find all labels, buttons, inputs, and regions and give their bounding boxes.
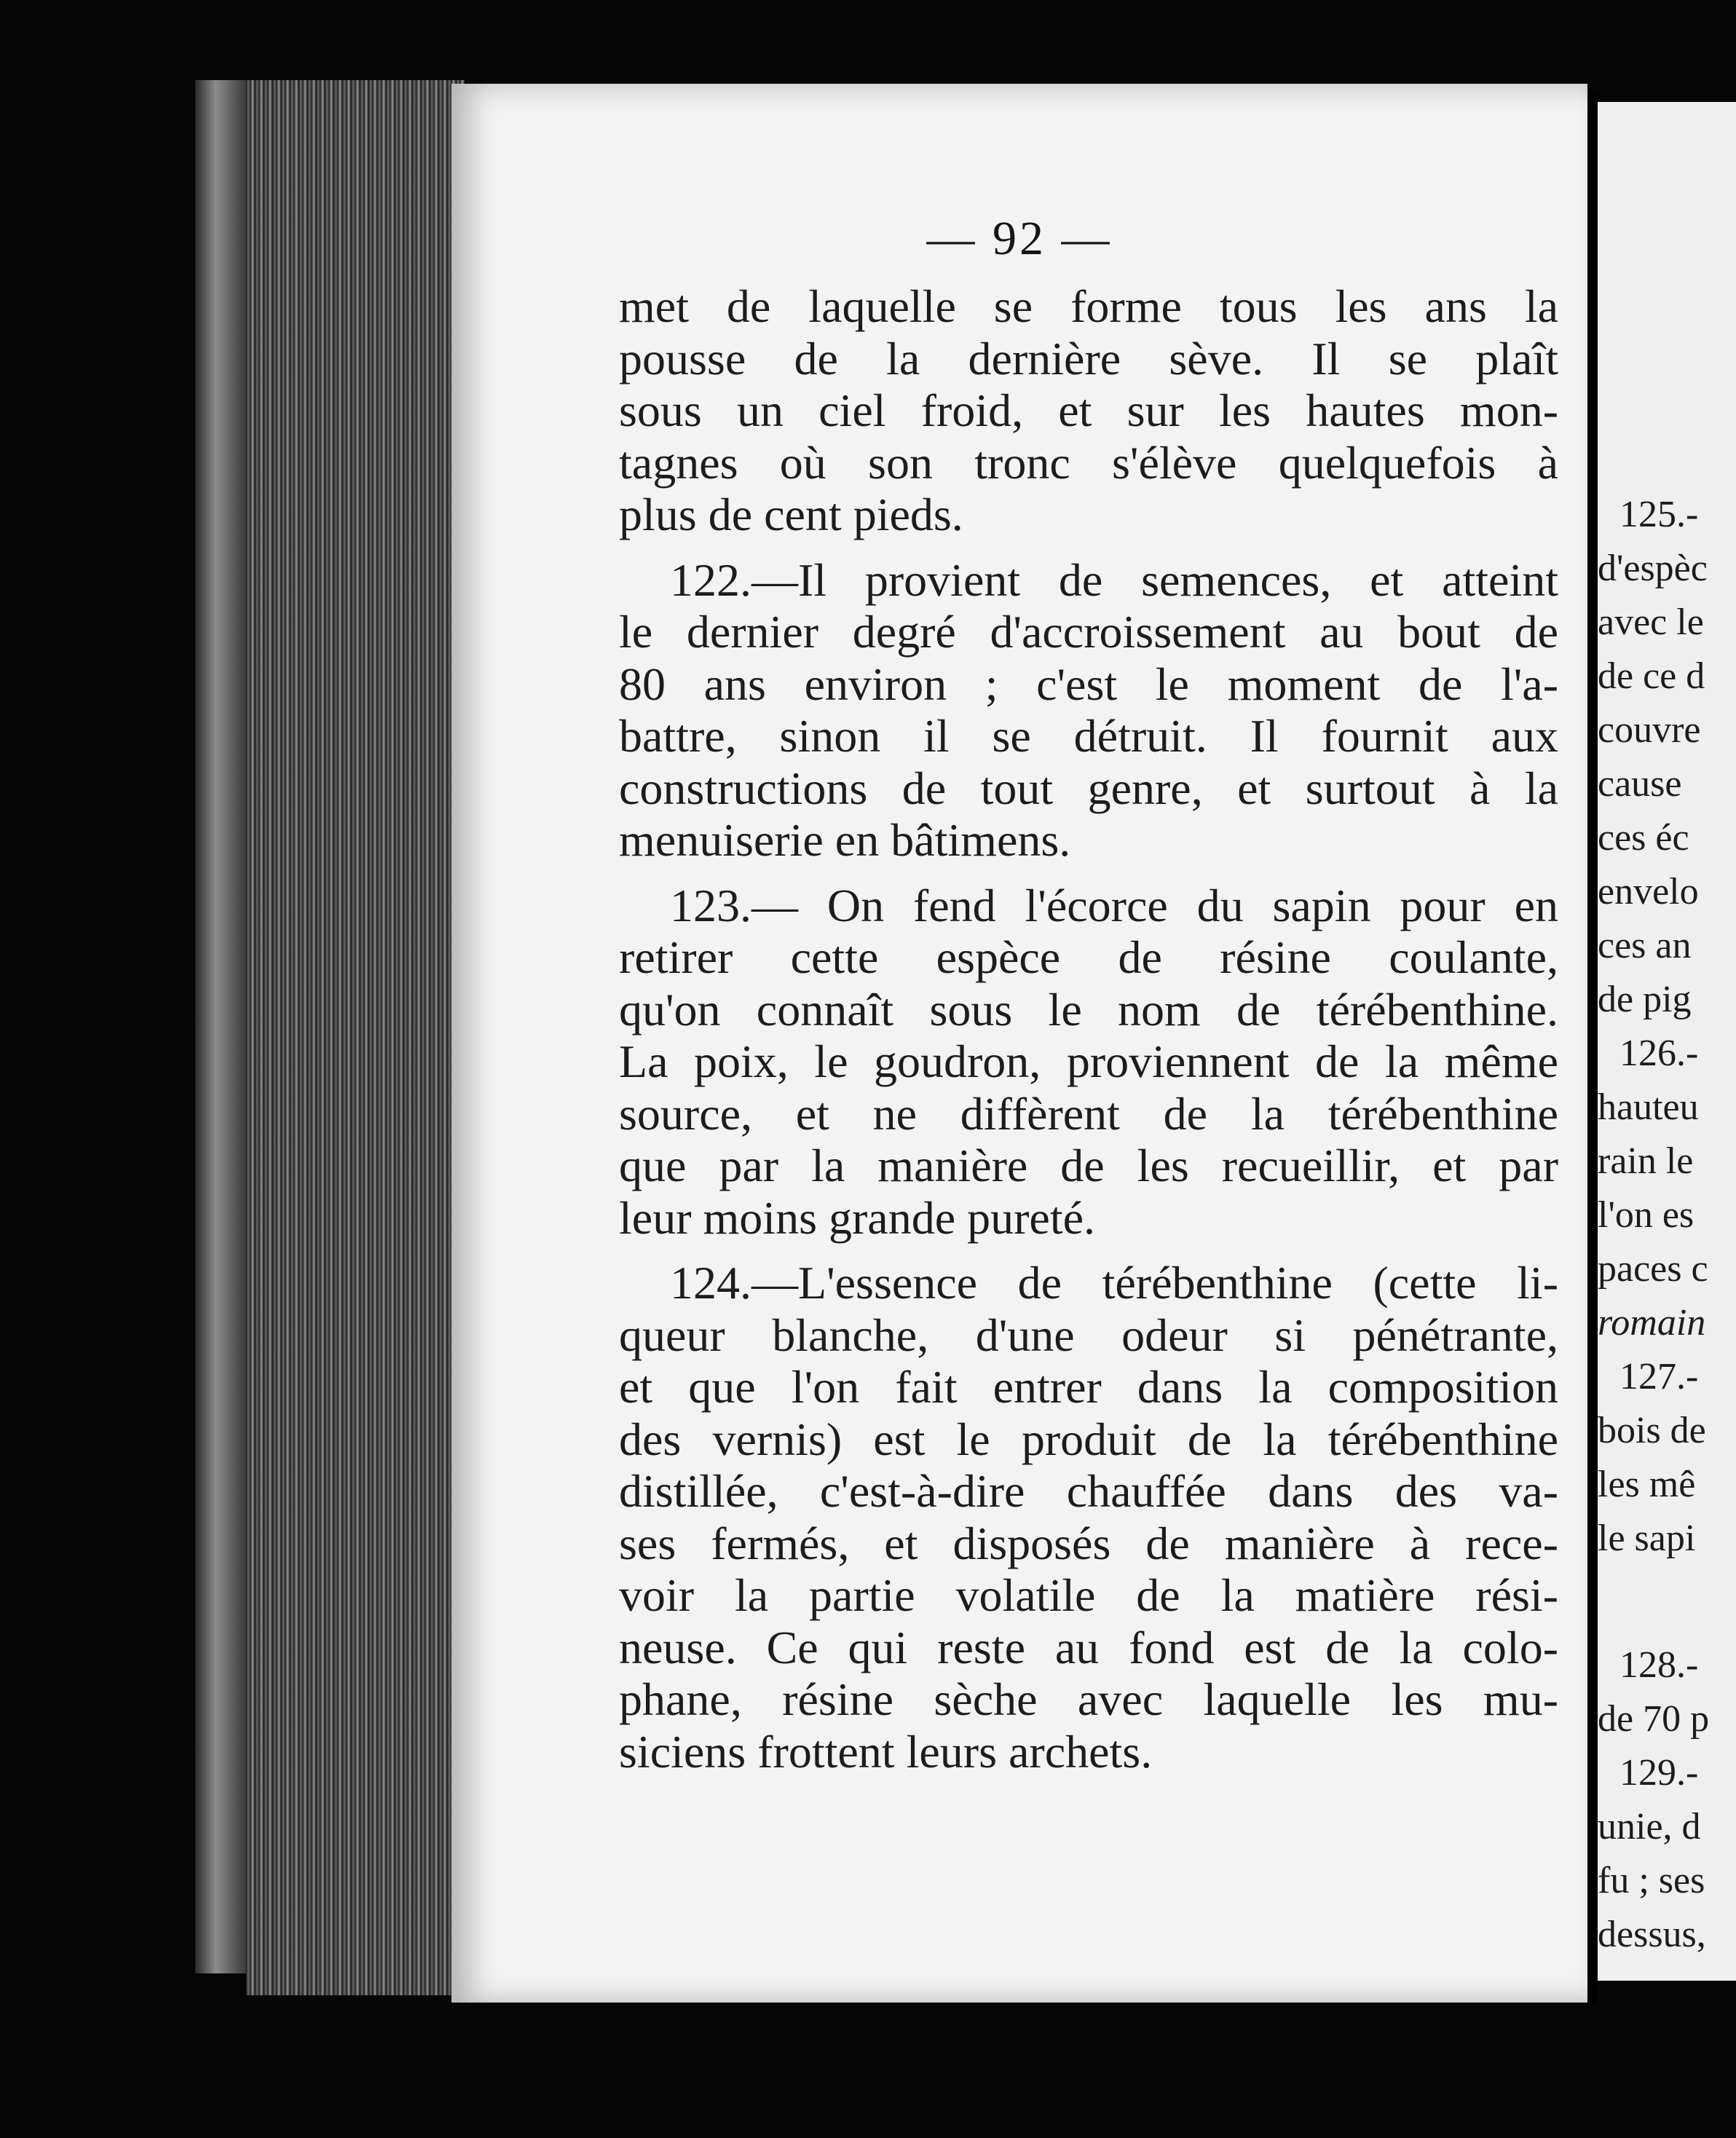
text-line: distillée, c'est-à-dire chauffée dans des va- [619, 1465, 1558, 1517]
facing-text-line: ces éc [1598, 817, 1689, 859]
text-line: La poix, le goudron, proviennent de la même [619, 1036, 1558, 1087]
text-line: met de laquelle se forme tous les ans la [619, 280, 1558, 332]
text-line: qu'on connaît sous le nom de térébenthine. [619, 983, 1558, 1036]
facing-text-line: avec le [1598, 601, 1704, 643]
text-line: que par la manière de les recueillir, et par [619, 1140, 1558, 1191]
facing-text-line: 125.- [1619, 494, 1699, 535]
page-body [619, 280, 1558, 1778]
text-line: retirer cette espèce de résine coulante, [619, 931, 1558, 983]
facing-text-line: romain [1598, 1302, 1706, 1344]
text-line: phane, résine sèche avec laquelle les mu- [619, 1673, 1558, 1725]
page-number: — 92 — [926, 212, 1113, 265]
facing-text-line: 126.- [1619, 1033, 1699, 1074]
facing-text-line: paces c [1598, 1248, 1708, 1290]
page-edges [246, 80, 465, 1995]
text-line: plus de cent pieds. [619, 489, 963, 540]
facing-text-line: couvre [1598, 709, 1701, 751]
text-line: source, et ne diffèrent de la térébenthine [619, 1087, 1558, 1140]
text-line: et que l'on fait entrer dans la composition [619, 1361, 1558, 1413]
facing-text-line: d'espèc [1598, 548, 1708, 589]
text-line: battre, sinon il se détruit. Il fournit aux [619, 710, 1558, 762]
facing-text-line: 128.- [1619, 1644, 1699, 1686]
text-line: le dernier degré d'accroissement au bout de [619, 606, 1558, 658]
facing-text-line: cause [1598, 763, 1682, 805]
facing-text-line: rain le [1598, 1140, 1694, 1182]
text-line: des vernis) est le produit de la térébenthine [619, 1413, 1558, 1465]
facing-text-line: de ce d [1598, 655, 1705, 697]
facing-text-line: l'on es [1598, 1194, 1694, 1236]
book-spine [195, 80, 246, 1973]
facing-text-line: fu ; ses [1598, 1860, 1705, 1901]
paragraph-123-start: 123.— On fend l'écorce du sapin pour en [670, 879, 1558, 931]
text-line: menuiserie en bâtimens. [619, 814, 1071, 866]
facing-page-text [1598, 488, 1709, 1962]
text-line: tagnes où son tronc s'élève quelquefois à [619, 436, 1558, 489]
facing-text-line: de pig [1598, 979, 1692, 1020]
text-line: voir la partie volatile de la matière rési- [619, 1569, 1558, 1621]
facing-text-line: le sapi [1598, 1518, 1696, 1559]
text-line: siciens frottent leurs archets. [619, 1725, 1153, 1778]
facing-text-line: 127.- [1619, 1356, 1699, 1397]
text-line: constructions de tout genre, et surtout à la [619, 762, 1558, 814]
facing-text-line: 129.- [1619, 1752, 1699, 1794]
text-line: leur moins grande pureté. [619, 1191, 1095, 1244]
facing-text-line: envelo [1598, 871, 1699, 912]
paragraph-122-start: 122.—Il provient de semences, et atteint [670, 553, 1558, 606]
text-line: sous un ciel froid, et sur les hautes mon- [619, 384, 1558, 436]
facing-text-line: unie, d [1598, 1806, 1701, 1847]
facing-text-line: bois de [1598, 1410, 1706, 1451]
book-gutter [1587, 95, 1598, 2003]
facing-text-line: ces an [1598, 925, 1692, 966]
text-line: ses fermés, et disposés de manière à rece- [619, 1517, 1558, 1569]
text-line: neuse. Ce qui reste au fond est de la colo- [619, 1621, 1558, 1673]
facing-text-line: dessus, [1598, 1914, 1706, 1955]
text-line: queur blanche, d'une odeur si pénétrante, [619, 1309, 1558, 1361]
paragraph-124-start: 124.—L'essence de térébenthine (cette li- [670, 1257, 1558, 1309]
text-line: 80 ans environ ; c'est le moment de l'a- [619, 658, 1558, 710]
facing-text-line: de 70 p [1598, 1698, 1710, 1740]
text-line: pousse de la dernière sève. Il se plaît [619, 332, 1558, 384]
facing-text-line: hauteu [1598, 1086, 1699, 1128]
left-page [451, 84, 1587, 2003]
facing-page [1598, 102, 1736, 1981]
facing-text-line: les mê [1598, 1464, 1696, 1505]
